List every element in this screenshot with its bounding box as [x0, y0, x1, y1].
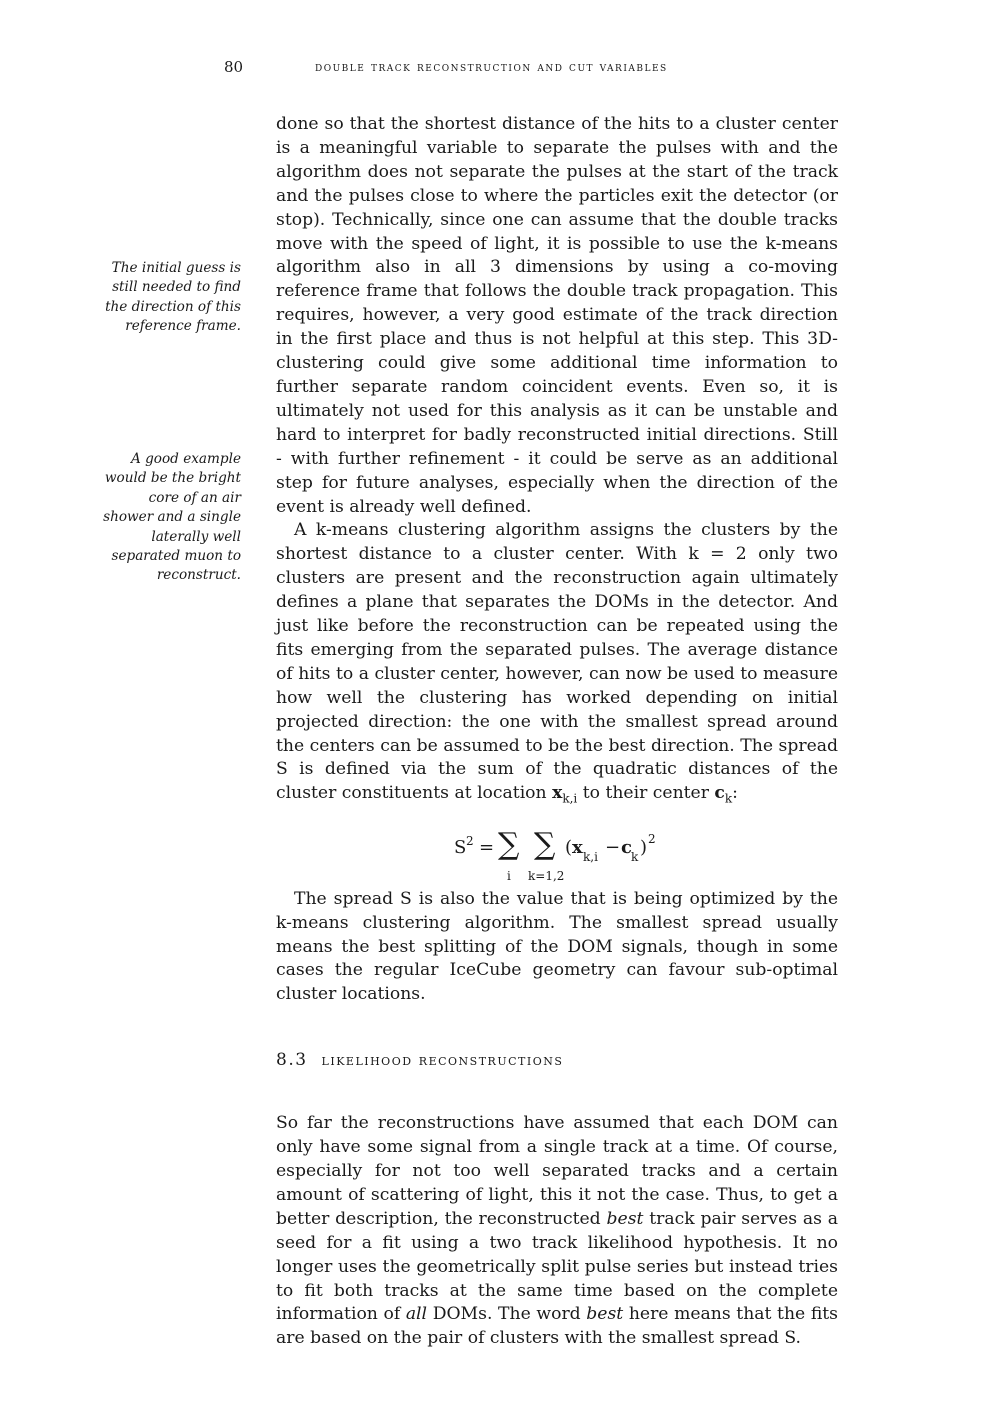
section-number: 8.3: [276, 1050, 308, 1071]
section-title: likelihood reconstructions: [321, 1051, 564, 1070]
equation-sum-i: ∑: [498, 826, 520, 862]
equation-sum-k-index: k=1,2: [528, 868, 565, 883]
paragraph-likelihood-text-b: track pair serves as a seed for a fit using a two track likelihood hypothesis. It no longer uses the geometrically split pulse series but instead tries to fit both tracks at the same time based on the complete information of: [276, 1208, 839, 1325]
paragraph-likelihood-text-c: DOMs. The word: [432, 1304, 581, 1325]
emphasis-best: best: [606, 1208, 644, 1229]
math-c-subscript: k: [724, 791, 733, 806]
paragraph-continuation: done so that the shortest distance of the hits to a cluster center is a meaningful variable to separate the pulses with and the algorithm does not separate the pulses at the start of the track and the pulses close to where the particles exit the detector (or stop). Technically, since one can assume that the double tracks move with the speed of light, it is possible to use the k-means algorithm also in all 3 dimensions by using a co-moving reference frame that follows the double track propagation. This requires, however, a very good estimate of the track direction in the first place and thus is not helpful at this step. This 3D-clustering could give some additional time information to further separate random coincident events. Even so, it is ultimately not used for this analysis as it can be unstable and hard to interpret for badly reconstructed initial directions. Still - with further refinement - it could be serve as an additional step for future analyses, especially when the direction of the event is already well defined.: [276, 114, 838, 517]
equation-c: c: [621, 836, 632, 858]
paragraph-kmeans-text-end: :: [732, 783, 738, 804]
section-heading: [276, 1049, 838, 1073]
math-c-symbol: c: [714, 783, 725, 804]
paragraph-likelihood: [276, 1112, 838, 1351]
main-text: [276, 113, 838, 1351]
equation-x-subscript: k,i: [583, 849, 598, 864]
equation-open-paren: (: [565, 836, 573, 858]
equation-exponent: 2: [648, 831, 656, 846]
paragraph-likelihood-text-d: here means that the fits are based on the pair of clusters with the smallest spread S.: [276, 1304, 839, 1349]
paragraph-spread: The spread S is also the value that is being optimized by the k-means clustering algorithm. The smallest spread usually means the best splitting of the DOM signals, though in some cases the regular IceCube geometry can favour sub-optimal cluster locations.: [276, 888, 838, 1005]
equation-x: x: [572, 836, 583, 858]
equation-equals: =: [479, 836, 495, 858]
equation-lhs-exponent: 2: [466, 833, 474, 848]
page-number: 80: [224, 58, 244, 76]
paragraph-likelihood-text-a: So far the reconstructions have assumed that each DOM can only have some signal from a single track at a time. Of course, especially for not too well separated tracks and a certain amount of scattering of light, this it not the case. Thus, to get a better description, the reconstructed: [276, 1113, 838, 1229]
emphasis-best-2: best: [586, 1304, 624, 1325]
margin-note-good-example: A good example would be the bright core of an air shower and a single laterally well separated muon to reconstruct.: [103, 451, 241, 584]
paragraph-kmeans-text-mid: to their center: [582, 783, 709, 804]
equation-lhs: S: [454, 836, 467, 858]
margin-note-initial-guess: The initial guess is still needed to find the direction of this reference frame.: [105, 260, 241, 335]
math-x-subscript: k,i: [562, 791, 578, 806]
equation-sum-k: ∑: [534, 826, 556, 862]
math-x-symbol: x: [552, 783, 563, 804]
emphasis-all: all: [405, 1304, 428, 1325]
equation-sum-i-index: i: [507, 868, 511, 883]
spread-equation: [276, 812, 838, 888]
paragraph-kmeans: [276, 519, 838, 811]
equation-c-subscript: k: [631, 849, 639, 864]
running-header: double track reconstruction and cut variables: [315, 60, 668, 75]
equation-close-paren: ): [640, 836, 648, 858]
equation-minus: −: [605, 836, 621, 858]
paragraph-kmeans-text: A k-means clustering algorithm assigns the clusters by the shortest distance to a cluster center. With k = 2 only two clusters are present and the reconstruction again ultimately defines a plane that separates the DOMs in the detector. And just like before the reconstruction can be repeated using the fits emerging from the separated pulses. The average distance of hits to a cluster center, however, can now be used to measure how well the clustering has worked depending on initial projected direction: the one with the smallest spread around the centers can be assumed to be the best direction. The spread S is defined via the sum of the quadratic distances of the cluster constituents at location: [276, 520, 838, 804]
